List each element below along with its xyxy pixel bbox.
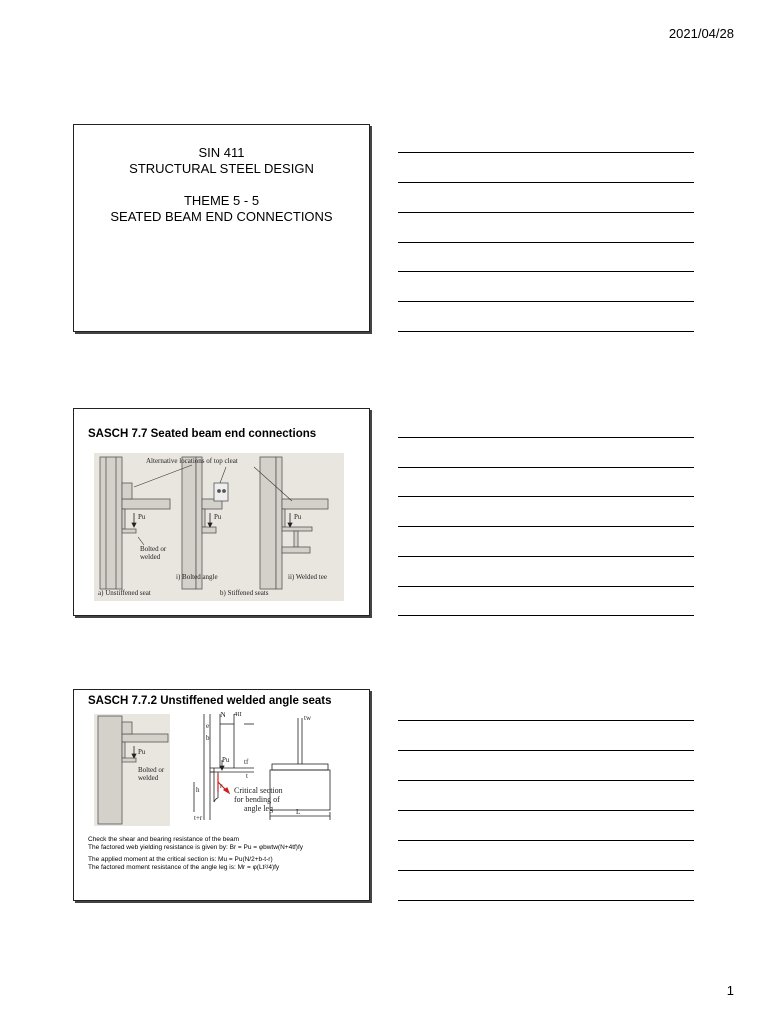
note-line [398,720,694,721]
load-label-a: Pu [138,513,146,521]
critical-section-3: angle leg [244,804,274,813]
dim-e: e [206,722,210,730]
dim-t-plus-r: t+r [194,814,203,822]
unstiffened-seat-caption: a) Unstiffened seat [98,589,151,597]
note-line [398,152,694,153]
note-line [398,750,694,751]
alternative-cleat-note: Alternative locations of top cleat [146,457,238,465]
dim-tf: tf [244,758,249,766]
note-line [398,615,694,616]
angle-seat-figure [94,712,349,830]
slide-2-title: SASCH 7.7 Seated beam end connections [88,428,317,440]
note-web-yielding: The factored web yielding resistance is given by: Br = Pu = φbwtw(N+4tf)fy [88,844,304,851]
note-shear-bearing: Check the shear and bearing resistance of the beam [88,836,240,843]
critical-section-2: for bending of [234,795,280,804]
bolted-or-welded-3: Bolted or [138,766,165,774]
slide-3 [73,689,370,901]
course-code: SIN 411 [198,145,245,160]
note-line [398,242,694,243]
dim-h: h [196,786,200,794]
slide-1-title-block [74,145,369,225]
dim-4tf: 4tf [234,712,242,718]
dim-tw: tw [304,714,311,722]
seated-connection-figure [94,453,344,601]
note-line [398,526,694,527]
bolted-or-welded-2: welded [140,553,161,561]
note-line [398,271,694,272]
dim-t: t [246,772,248,780]
design-notes [88,836,303,872]
note-line [398,900,694,901]
slide-2 [73,408,370,616]
note-line [398,870,694,871]
angle-seat-drawing [94,712,349,830]
bolted-or-welded-4: welded [138,774,159,782]
note-line [398,556,694,557]
course-title: STRUCTURAL STEEL DESIGN [129,161,314,176]
note-line [398,182,694,183]
page-number: 1 [726,983,734,998]
note-line [398,331,694,332]
slide-1 [73,124,370,332]
welded-tee-label: ii) Welded tee [288,573,327,581]
theme-title: SEATED BEAM END CONNECTIONS [110,209,333,224]
note-line [398,840,694,841]
note-line [398,212,694,213]
bolted-or-welded-1: Bolted or [140,545,167,553]
load-label-bi: Pu [214,513,222,521]
note-line [398,586,694,587]
load-label-bii: Pu [294,513,302,521]
note-applied-moment: The applied moment at the critical section is: Mu = Pu(N/2+b-t-r) [88,856,273,863]
theme-number: THEME 5 - 5 [183,193,260,208]
note-line [398,810,694,811]
dim-l: L [296,808,301,816]
note-moment-resistance: The factored moment resistance of the angle leg is: Mr = φ(Lt²/4)fy [88,864,280,871]
note-line [398,437,694,438]
load-pu: Pu [138,748,146,756]
bolted-angle-label: i) Bolted angle [176,573,218,581]
dim-pu: Pu [222,756,230,764]
dim-n: N [220,712,226,719]
note-line [398,496,694,497]
slide-3-title: SASCH 7.7.2 Unstiffened welded angle seats [88,695,332,707]
stiffened-seats-caption: b) Stiffened seats [220,589,269,597]
dim-r: r [220,782,223,790]
note-line [398,467,694,468]
dim-b: b [206,734,210,742]
critical-section-1: Critical section [234,786,283,795]
print-date: 2021/04/28 [668,26,734,41]
note-line [398,780,694,781]
note-line [398,301,694,302]
